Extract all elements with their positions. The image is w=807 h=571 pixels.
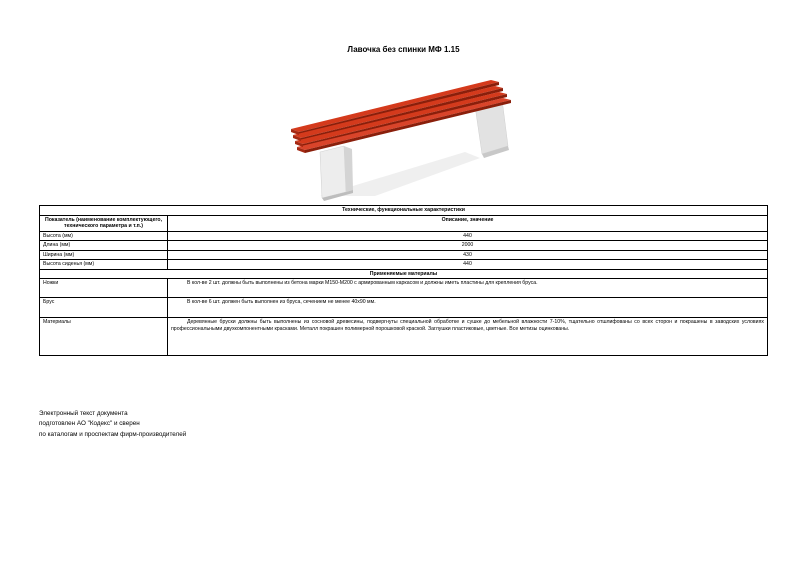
- row-value: 440: [168, 231, 768, 241]
- footer-line: по каталогам и проспектам фирм-производителей: [39, 430, 187, 438]
- footer-line: Электронный текст документа: [39, 410, 128, 417]
- material-label: Ножки: [40, 279, 168, 298]
- material-description: В кол-ве 6 шт. должен быть выполнен из бруса, сечением не менее 40х90 мм.: [168, 298, 768, 318]
- column-header-value: Описание, значение: [168, 215, 768, 231]
- document-footer: [39, 409, 186, 440]
- material-row: [40, 318, 768, 356]
- row-value: 430: [168, 250, 768, 260]
- column-header-row: [40, 215, 768, 231]
- table-row: [40, 241, 768, 251]
- column-header-param: Показатель (наименование комплектующего, технического параметра и т.п.): [40, 215, 168, 231]
- table-row: [40, 260, 768, 270]
- material-row: [40, 298, 768, 318]
- document-title: Лавочка без спинки МФ 1.15: [347, 45, 460, 54]
- table-row: [40, 231, 768, 241]
- material-row: [40, 279, 768, 298]
- row-value: 2000: [168, 241, 768, 251]
- row-label: Длина (мм): [40, 241, 168, 251]
- row-label: Высота сиденья (мм): [40, 260, 168, 270]
- material-description: В кол-ве 2 шт. должны быть выполнены из бетона марки М150-М200 с армированным каркасом и должны иметь пластины для крепления бруса.: [168, 279, 768, 298]
- table-row: [40, 250, 768, 260]
- row-label: Ширина (мм): [40, 250, 168, 260]
- section-materials-heading: Применяемые материалы: [40, 269, 768, 279]
- section-header-row: [40, 269, 768, 279]
- section-header-row: [40, 206, 768, 216]
- row-value: 440: [168, 260, 768, 270]
- section-tech-heading: Технические, функциональные характеристики: [40, 206, 768, 216]
- material-label: Брус: [40, 298, 168, 318]
- material-label: Материалы: [40, 318, 168, 356]
- specification-table: [39, 205, 768, 356]
- bench-illustration: [280, 66, 520, 202]
- row-label: Высота (мм): [40, 231, 168, 241]
- material-description: Деревянные бруски должны быть выполнены из сосновой древесины, подвергнуты специальной обработке и сушке до мебельной влажности 7-10%, тщательно отшлифованы со всех сторон и покрашены в заводских условиях профессиональными двухкомпонентными красками. Металл покрашен полимерной порошковой краской. Заглушки пластиковые, цветные. Все метизы оцинкованы.: [168, 318, 768, 356]
- footer-line: подготовлен АО "Кодекс" и сверен: [39, 420, 140, 428]
